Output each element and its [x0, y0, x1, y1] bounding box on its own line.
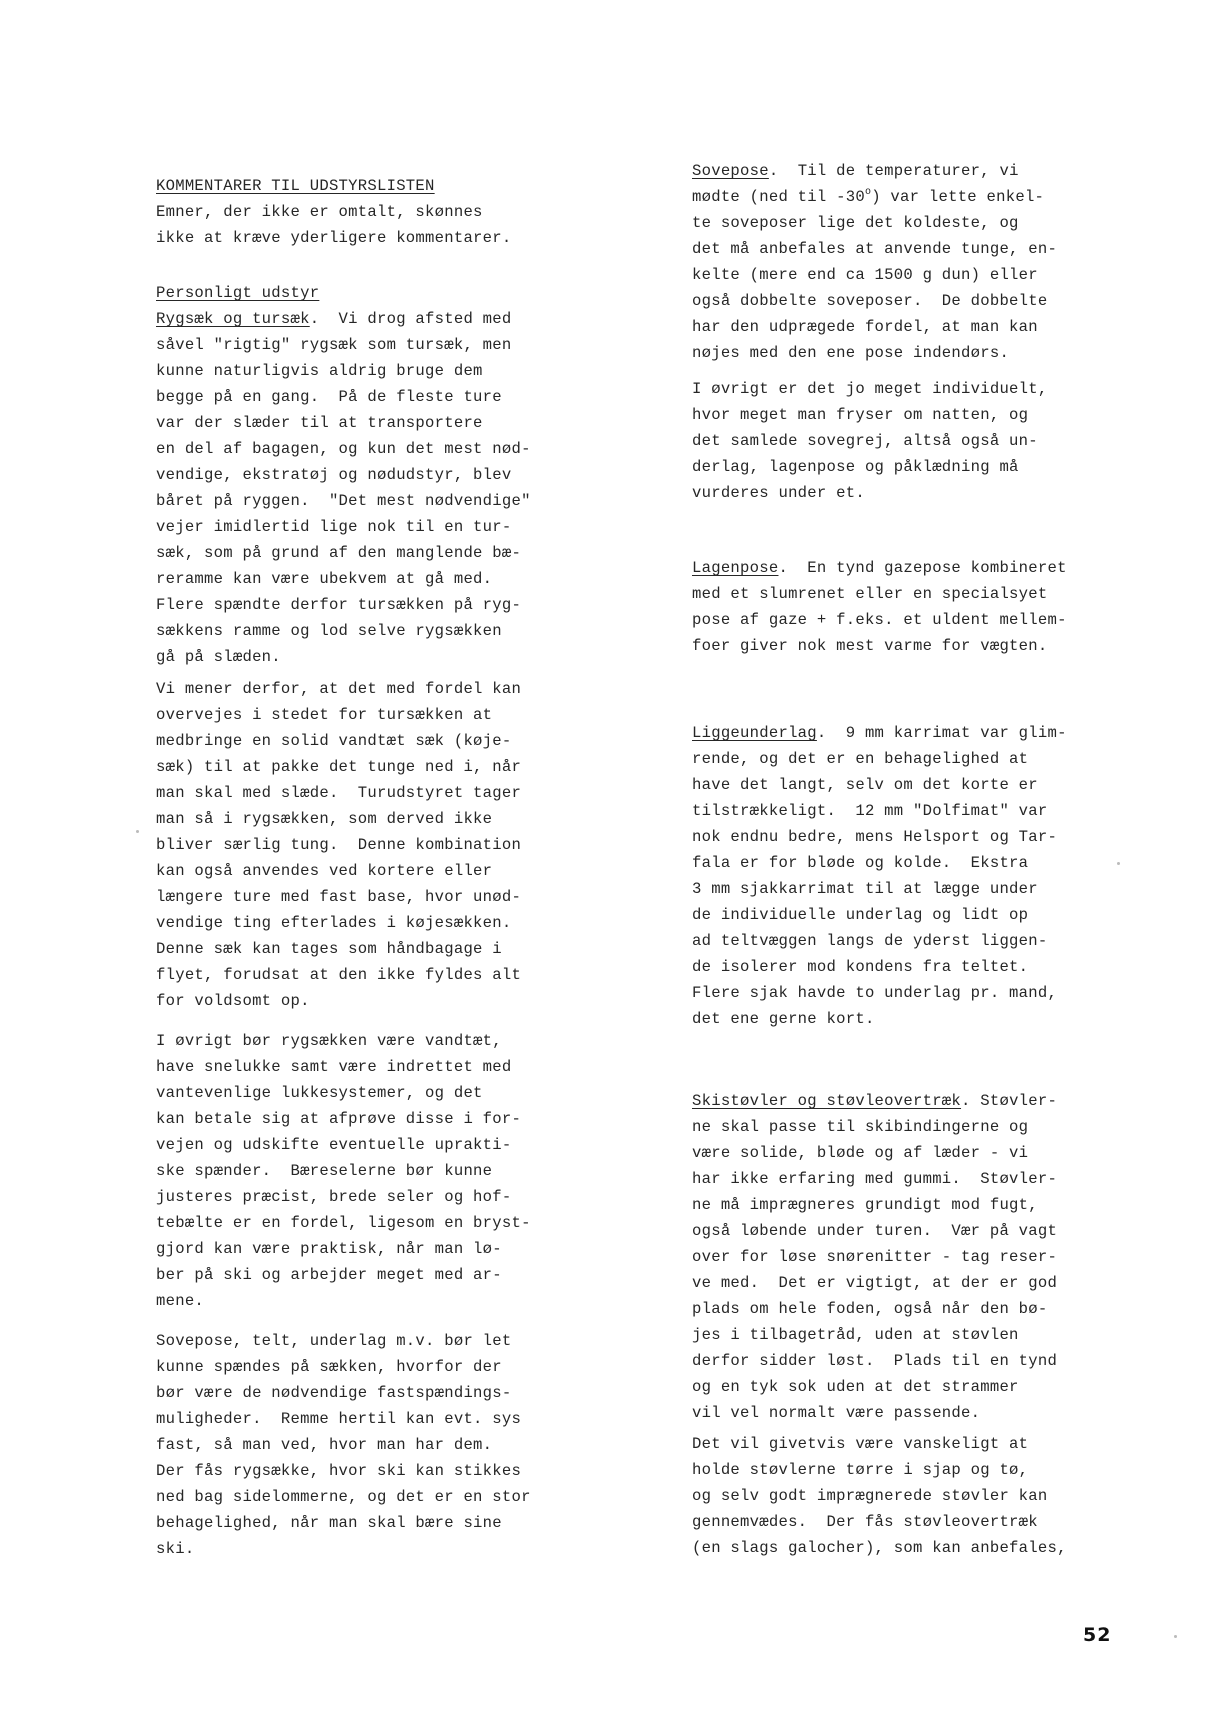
paragraph-line: derlag, lagenpose og påklædning må	[692, 458, 1019, 476]
title-liggeunderlag: Liggeunderlag	[692, 724, 817, 742]
paragraph-line: såvel "rigtig" rygsæk som tursæk, men	[156, 336, 512, 354]
paragraph-line: vendige, ekstratøj og nødudstyr, blev	[156, 466, 512, 484]
intro-line: Emner, der ikke er omtalt, skønnes	[156, 203, 483, 221]
paragraph-line: Flere sjak havde to underlag pr. mand,	[692, 984, 1058, 1002]
paragraph-lagenpose	[692, 581, 1067, 659]
paragraph-line: mødte (ned til -30$^o$) var lette enkel-	[692, 187, 1045, 206]
paragraph-sovepose-fastening	[156, 1328, 531, 1562]
paragraph-stovleovertraek	[692, 1431, 1067, 1561]
paragraph-line: gå på slæden.	[156, 648, 281, 666]
paragraph-line: har den udprægede fordel, at man kan	[692, 318, 1038, 336]
paragraph-line: ne må imprægneres grundigt mod fugt,	[692, 1196, 1038, 1214]
paragraph-line: te soveposer lige det koldeste, og	[692, 214, 1019, 232]
paragraph-line: Liggeunderlag. 9 mm karrimat var glim-	[692, 724, 1067, 742]
paragraph-line: bliver særlig tung. Denne kombination	[156, 836, 522, 854]
paragraph-line: rende, og det er en behagelighed at	[692, 750, 1029, 768]
paragraph-line: tebælte er en fordel, ligesom en bryst-	[156, 1214, 531, 1232]
paragraph-line: de individuelle underlag og lidt op	[692, 906, 1029, 924]
paragraph-line: også dobbelte soveposer. De dobbelte	[692, 292, 1048, 310]
degree-superscript: o	[864, 187, 872, 198]
paragraph-line: medbringe en solid vandtæt sæk (køje-	[156, 732, 512, 750]
paragraph-line: kan betale sig at afprøve disse i for-	[156, 1110, 522, 1128]
paragraph-line: mene.	[156, 1292, 205, 1310]
paragraph-line: ski.	[156, 1540, 195, 1558]
lagenpose-section	[692, 555, 1067, 659]
paragraph-line: begge på en gang. På de fleste ture	[156, 388, 502, 406]
comments-heading-block	[156, 173, 512, 251]
paragraph-line: ad teltvæggen langs de yderst liggen-	[692, 932, 1048, 950]
paragraph-line: tilstrækkeligt. 12 mm "Dolfimat" var	[692, 802, 1048, 820]
paragraph-line: gjord kan være praktisk, når man lø-	[156, 1240, 502, 1258]
paragraph-line: over for løse snørenitter - tag reser-	[692, 1248, 1058, 1266]
paragraph-line: justeres præcist, brede seler og hof-	[156, 1188, 512, 1206]
skistovler-section	[692, 1088, 1057, 1426]
paragraph-line: de isolerer mod kondens fra teltet.	[692, 958, 1029, 976]
paragraph-line: det samlede sovegrej, altså også un-	[692, 432, 1038, 450]
paragraph-line: plads om hele foden, også når den bø-	[692, 1300, 1048, 1318]
paragraph-line: (en slags galocher), som kan anbefales,	[692, 1539, 1067, 1557]
paragraph-line: foer giver nok mest varme for vægten.	[692, 637, 1048, 655]
paragraph-line: ber på ski og arbejder meget med ar-	[156, 1266, 502, 1284]
personal-gear-section	[156, 280, 531, 670]
paragraph-line: muligheder. Remme hertil kan evt. sys	[156, 1410, 522, 1428]
paragraph-line: ve med. Det er vigtigt, at der er god	[692, 1274, 1058, 1292]
paragraph-line: og en tyk sok uden at det strammer	[692, 1378, 1019, 1396]
paragraph-line: nøjes med den ene pose indendørs.	[692, 344, 1010, 362]
paragraph-line: Det vil givetvis være vanskeligt at	[692, 1435, 1029, 1453]
paragraph-line: kan også anvendes ved kortere eller	[156, 862, 493, 880]
paragraph-line: overvejes i stedet for tursækken at	[156, 706, 493, 724]
paragraph-line: have snelukke samt være indrettet med	[156, 1058, 512, 1076]
comments-heading: KOMMENTARER TIL UDSTYRSLISTEN	[156, 177, 435, 195]
paragraph-line: man så i rygsækken, som derved ikke	[156, 810, 493, 828]
paragraph-line: Vi mener derfor, at det med fordel kan	[156, 680, 522, 698]
paragraph-line: Lagenpose. En tynd gazepose kombineret	[692, 559, 1067, 577]
paper-speck	[1117, 862, 1120, 865]
paragraph-line: man skal med slæde. Turudstyret tager	[156, 784, 522, 802]
paragraph-line: med et slumrenet eller en specialsyet	[692, 585, 1048, 603]
paragraph-line: nok endnu bedre, mens Helsport og Tar-	[692, 828, 1058, 846]
paper-speck	[1174, 1635, 1177, 1638]
paragraph-line: har ikke erfaring med gummi. Støvler-	[692, 1170, 1058, 1188]
paragraph-line: derfor sidder løst. Plads til en tynd	[692, 1352, 1058, 1370]
paragraph-line: sækkens ramme og lod selve rygsækken	[156, 622, 502, 640]
paragraph-line: pose af gaze + f.eks. et uldent mellem-	[692, 611, 1067, 629]
title-sovepose: Sovepose	[692, 162, 769, 180]
paragraph-line: sæk, som på grund af den manglende bæ-	[156, 544, 522, 562]
paragraph-line: vantevenlige lukkesystemer, og det	[156, 1084, 483, 1102]
paragraph-line: båret på ryggen. "Det mest nødvendige"	[156, 492, 531, 510]
paragraph-line: kunne naturligvis aldrig bruge dem	[156, 362, 483, 380]
paragraph-line: ne skal passe til skibindingerne og	[692, 1118, 1029, 1136]
paragraph-line: Der fås rygsække, hvor ski kan stikkes	[156, 1462, 522, 1480]
paragraph-line: ned bag sidelommerne, og det er en stor	[156, 1488, 531, 1506]
paragraph-line: hvor meget man fryser om natten, og	[692, 406, 1029, 424]
paper-speck	[136, 830, 139, 833]
paragraph-line: vil vel normalt være passende.	[692, 1404, 981, 1422]
paragraph-line: fala er for bløde og kolde. Ekstra	[692, 854, 1029, 872]
paragraph-line: 3 mm sjakkarrimat til at lægge under	[692, 880, 1038, 898]
liggeunderlag-section	[692, 720, 1067, 1032]
paragraph-line: reramme kan være ubekvem at gå med.	[156, 570, 493, 588]
paragraph-line: en del af bagagen, og kun det mest nød-	[156, 440, 531, 458]
paragraph-rygsaek	[156, 332, 531, 670]
paragraph-line: kelte (mere end ca 1500 g dun) eller	[692, 266, 1038, 284]
paragraph-line: vejer imidlertid lige nok til en tur-	[156, 518, 512, 536]
paragraph-line: gennemvædes. Der fås støvleovertræk	[692, 1513, 1038, 1531]
paragraph-line: kunne spændes på sækken, hvorfor der	[156, 1358, 502, 1376]
section-title: Personligt udstyr	[156, 284, 320, 302]
paragraph-line: længere ture med fast base, hvor unød-	[156, 888, 522, 906]
paragraph-line: også løbende under turen. Vær på vagt	[692, 1222, 1058, 1240]
sovepose-section	[692, 158, 1057, 366]
page-number: 52	[1083, 1624, 1112, 1646]
paragraph-line: Skistøvler og støvleovertræk. Støvler-	[692, 1092, 1058, 1110]
paragraph-vandtaet	[156, 1028, 531, 1314]
paragraph-line: var der slæder til at transportere	[156, 414, 483, 432]
paragraph-line: flyet, forudsat at den ikke fyldes alt	[156, 966, 522, 984]
paragraph-line: være solide, bløde og af læder - vi	[692, 1144, 1029, 1162]
paragraph-line: fast, så man ved, hvor man har dem.	[156, 1436, 493, 1454]
paragraph-line: Denne sæk kan tages som håndbagage i	[156, 940, 502, 958]
paragraph-line: det ene gerne kort.	[692, 1010, 875, 1028]
paragraph-line: vendige ting efterlades i køjesækken.	[156, 914, 512, 932]
paragraph-line: ske spænder. Bæreselerne bør kunne	[156, 1162, 493, 1180]
paragraph-line: behagelighed, når man skal bære sine	[156, 1514, 502, 1532]
title-lagenpose: Lagenpose	[692, 559, 779, 577]
paragraph-line: bør være de nødvendige fastspændings-	[156, 1384, 512, 1402]
paragraph-line: Sovepose. Til de temperaturer, vi	[692, 162, 1019, 180]
paragraph-line: Flere spændte derfor tursækken på ryg-	[156, 596, 522, 614]
title-skistovler: Skistøvler og støvleovertræk	[692, 1092, 962, 1110]
paragraph-sovepose	[692, 210, 1057, 366]
paragraph-line: for voldsomt op.	[156, 992, 310, 1010]
paragraph-line: Rygsæk og tursæk. Vi drog afsted med	[156, 310, 512, 328]
intro-line: ikke at kræve yderligere kommentarer.	[156, 229, 512, 247]
paragraph-koejesaek	[156, 676, 521, 1014]
paragraph-line: holde støvlerne tørre i sjap og tø,	[692, 1461, 1029, 1479]
paragraph-line: sæk) til at pakke det tunge ned i, når	[156, 758, 522, 776]
paragraph-sovegrej	[692, 376, 1048, 506]
paragraph-line: jes i tilbagetråd, uden at støvlen	[692, 1326, 1019, 1344]
paragraph-skistovler	[692, 1114, 1057, 1426]
paragraph-line: Sovepose, telt, underlag m.v. bør let	[156, 1332, 512, 1350]
paragraph-liggeunderlag	[692, 746, 1067, 1032]
paragraph-line: vurderes under et.	[692, 484, 865, 502]
paragraph-line: I øvrigt bør rygsækken være vandtæt,	[156, 1032, 502, 1050]
paragraph-line: vejen og udskifte eventuelle uprakti-	[156, 1136, 512, 1154]
subtitle-rygsaek: Rygsæk og tursæk	[156, 310, 310, 328]
paragraph-line: have det langt, selv om det korte er	[692, 776, 1038, 794]
paragraph-line: I øvrigt er det jo meget individuelt,	[692, 380, 1048, 398]
paragraph-line: det må anbefales at anvende tunge, en-	[692, 240, 1058, 258]
paragraph-line: og selv godt imprægnerede støvler kan	[692, 1487, 1048, 1505]
